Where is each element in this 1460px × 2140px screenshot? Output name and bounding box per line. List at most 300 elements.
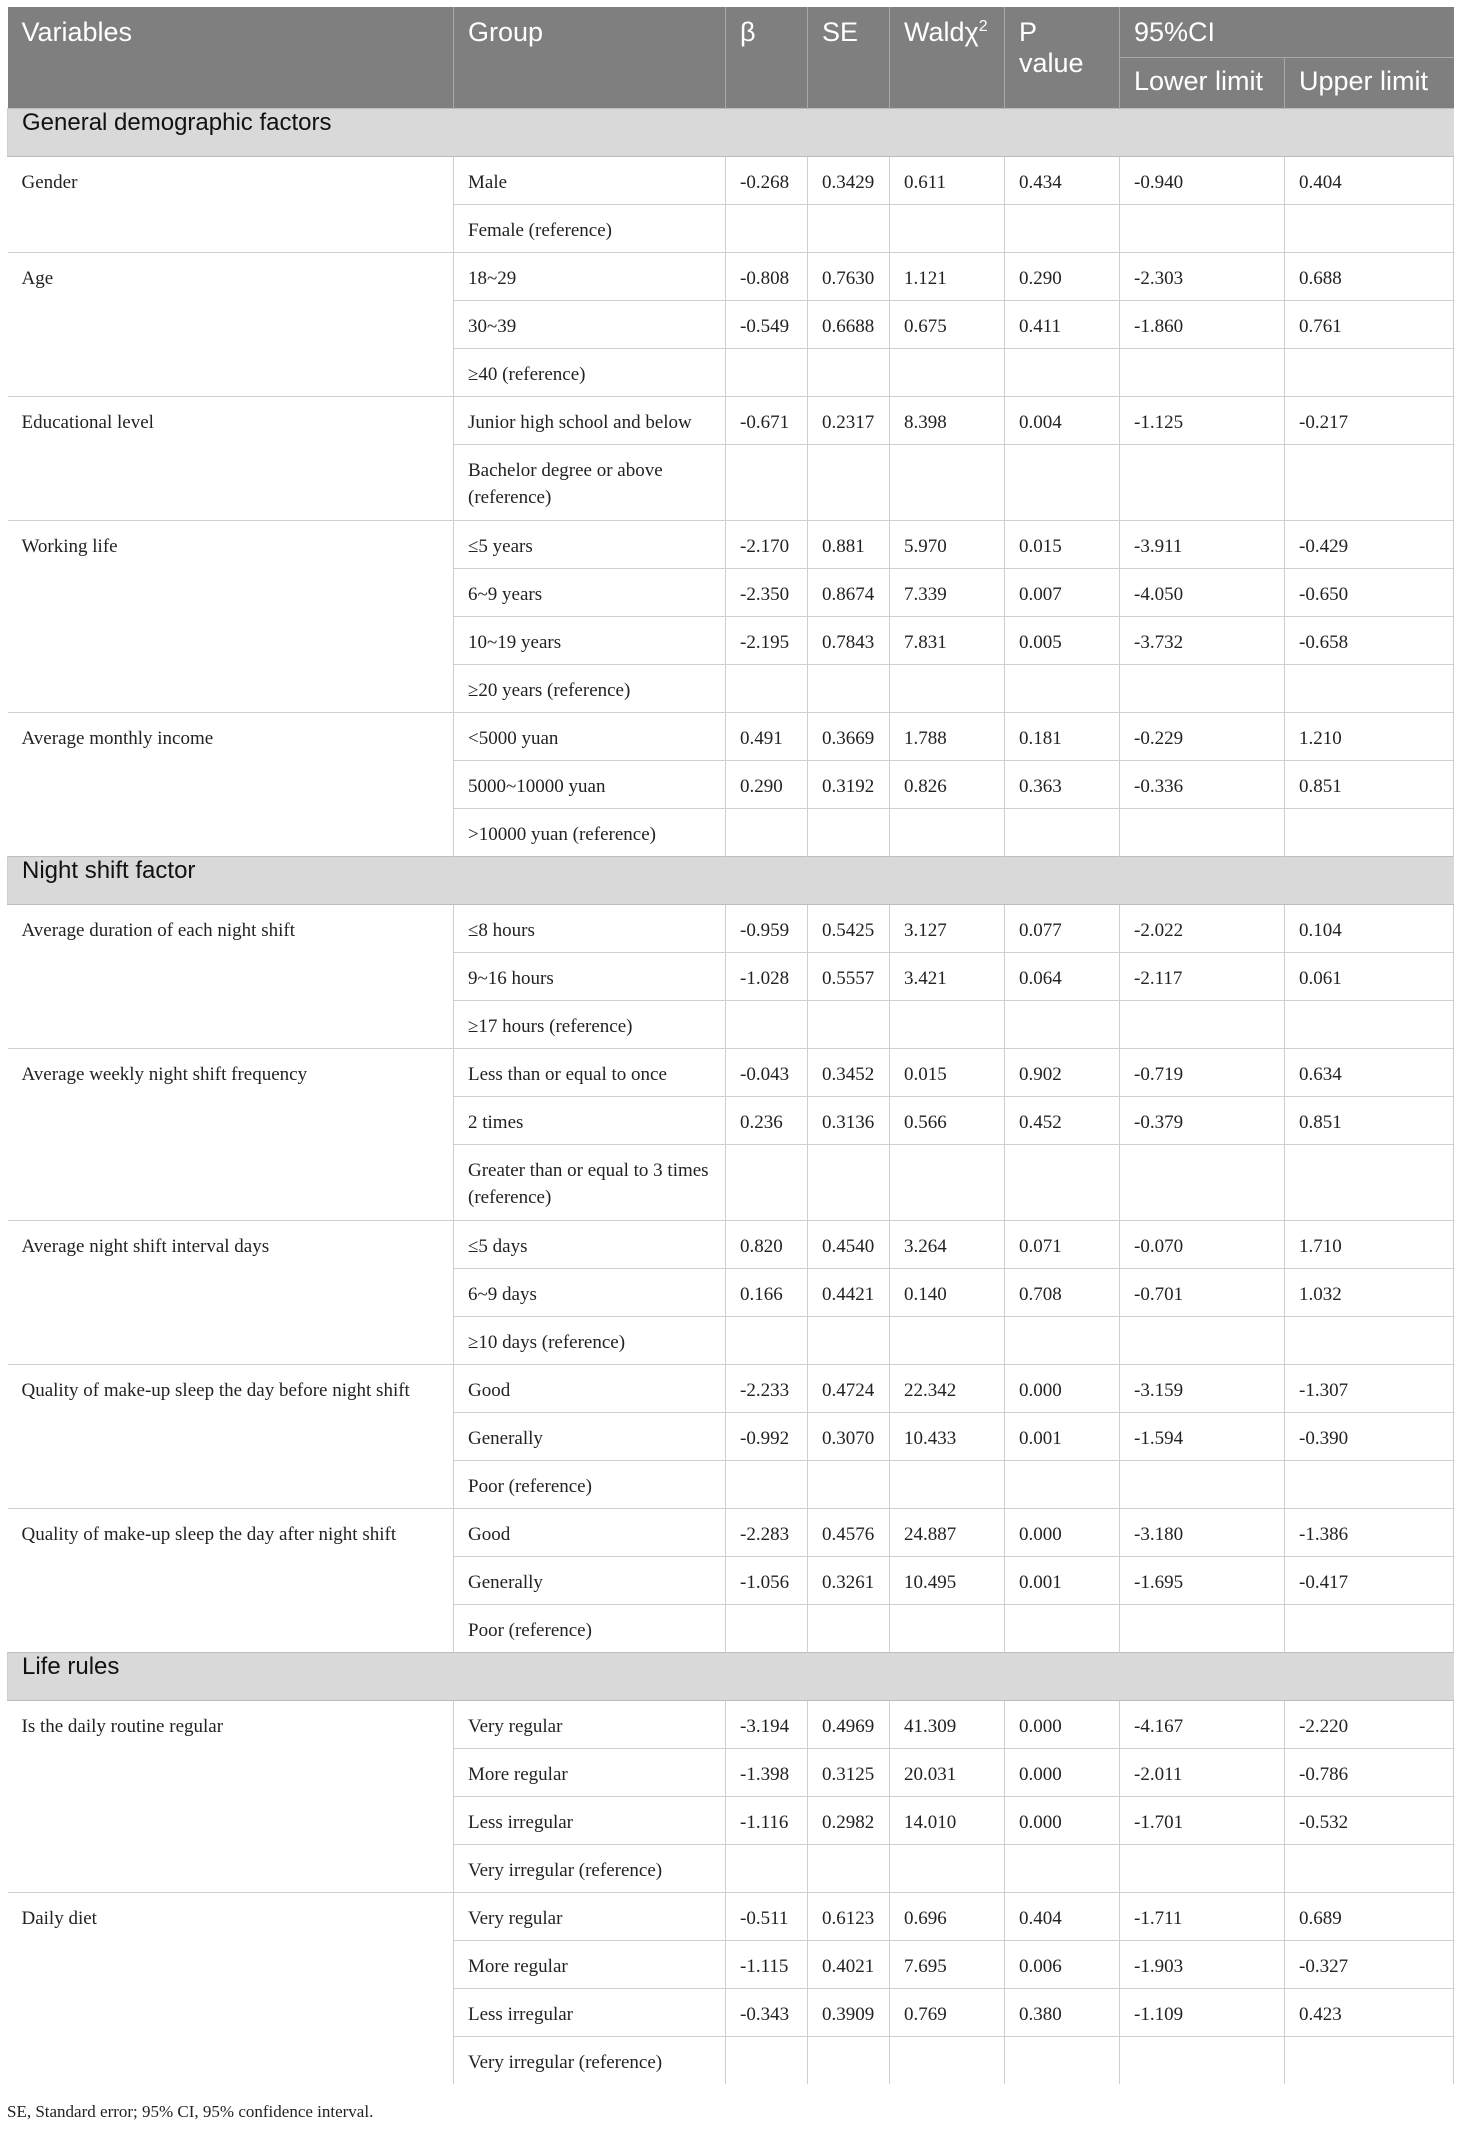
beta-cell [726,348,808,396]
p-cell: 0.007 [1005,568,1120,616]
wald-cell: 5.970 [890,520,1005,568]
beta-cell [726,1144,808,1220]
variable-name-cell: Average night shift interval days [8,1220,454,1364]
lower-cell: -1.903 [1120,1940,1285,1988]
lower-cell: -0.701 [1120,1268,1285,1316]
upper-cell: 0.761 [1285,300,1454,348]
se-cell: 0.3136 [808,1096,890,1144]
group-cell: Female (reference) [454,204,726,252]
p-cell: 0.001 [1005,1556,1120,1604]
p-cell [1005,2036,1120,2084]
p-cell: 0.077 [1005,904,1120,952]
lower-cell: -1.594 [1120,1412,1285,1460]
p-cell [1005,1316,1120,1364]
group-cell: 2 times [454,1096,726,1144]
group-cell: Bachelor degree or above (reference) [454,444,726,520]
lower-cell: -1.701 [1120,1796,1285,1844]
lower-cell: -1.695 [1120,1556,1285,1604]
table-row [8,396,1454,444]
beta-cell: -0.671 [726,396,808,444]
upper-cell [1285,2036,1454,2084]
lower-cell: -2.303 [1120,252,1285,300]
lower-cell: -4.167 [1120,1700,1285,1748]
wald-cell: 1.788 [890,712,1005,760]
upper-cell [1285,1844,1454,1892]
p-cell: 0.000 [1005,1364,1120,1412]
se-cell: 0.3125 [808,1748,890,1796]
se-cell [808,1316,890,1364]
se-cell [808,204,890,252]
table-row [8,1892,1454,1940]
p-cell: 0.708 [1005,1268,1120,1316]
lower-cell [1120,808,1285,856]
beta-cell: 0.290 [726,760,808,808]
table-row [8,1700,1454,1748]
group-cell: Less irregular [454,1988,726,2036]
group-cell: 6~9 days [454,1268,726,1316]
table-row [8,1508,1454,1556]
se-cell [808,1144,890,1220]
group-cell: Male [454,156,726,204]
p-cell [1005,664,1120,712]
wald-cell [890,664,1005,712]
lower-cell [1120,1460,1285,1508]
table-row [8,252,1454,300]
header-group: Group [454,7,726,108]
p-cell [1005,1604,1120,1652]
p-cell: 0.005 [1005,616,1120,664]
beta-cell [726,664,808,712]
p-cell [1005,1460,1120,1508]
group-cell: Very regular [454,1892,726,1940]
p-cell: 0.015 [1005,520,1120,568]
se-cell: 0.4969 [808,1700,890,1748]
upper-cell: -0.327 [1285,1940,1454,1988]
wald-cell: 0.015 [890,1048,1005,1096]
p-cell [1005,348,1120,396]
upper-cell: 0.423 [1285,1988,1454,2036]
p-cell: 0.000 [1005,1796,1120,1844]
se-cell [808,2036,890,2084]
variable-name-cell: Age [8,252,454,396]
variable-name-cell: Average weekly night shift frequency [8,1048,454,1220]
group-cell: Generally [454,1412,726,1460]
se-cell: 0.8674 [808,568,890,616]
header-wald-text: Waldχ [904,17,979,47]
header-se: SE [808,7,890,108]
section-title: Night shift factor [8,856,1454,904]
wald-cell: 0.769 [890,1988,1005,2036]
variable-name-cell: Is the daily routine regular [8,1700,454,1892]
p-cell [1005,808,1120,856]
lower-cell [1120,1844,1285,1892]
lower-cell: -3.180 [1120,1508,1285,1556]
beta-cell [726,2036,808,2084]
lower-cell: -3.159 [1120,1364,1285,1412]
upper-cell [1285,348,1454,396]
p-cell: 0.071 [1005,1220,1120,1268]
se-cell: 0.7843 [808,616,890,664]
wald-cell: 0.826 [890,760,1005,808]
upper-cell: 1.710 [1285,1220,1454,1268]
se-cell: 0.4021 [808,1940,890,1988]
se-cell: 0.3261 [808,1556,890,1604]
lower-cell: -4.050 [1120,568,1285,616]
p-cell: 0.411 [1005,300,1120,348]
group-cell: Greater than or equal to 3 times (reference) [454,1144,726,1220]
p-cell: 0.006 [1005,1940,1120,1988]
upper-cell [1285,1000,1454,1048]
lower-cell: -0.070 [1120,1220,1285,1268]
wald-cell: 24.887 [890,1508,1005,1556]
upper-cell: -0.658 [1285,616,1454,664]
beta-cell: 0.820 [726,1220,808,1268]
se-cell [808,664,890,712]
table-row [8,1220,1454,1268]
beta-cell: 0.166 [726,1268,808,1316]
p-cell: 0.064 [1005,952,1120,1000]
section-header-row [8,108,1454,156]
group-cell: Very irregular (reference) [454,1844,726,1892]
variable-name-cell: Quality of make-up sleep the day before night shift [8,1364,454,1508]
wald-cell: 20.031 [890,1748,1005,1796]
se-cell [808,808,890,856]
header-ci: 95%CI [1120,7,1454,57]
variable-name-cell: Gender [8,156,454,252]
group-cell: 9~16 hours [454,952,726,1000]
lower-cell [1120,204,1285,252]
p-cell: 0.380 [1005,1988,1120,2036]
se-cell: 0.3452 [808,1048,890,1096]
p-cell: 0.404 [1005,1892,1120,1940]
group-cell: Less than or equal to once [454,1048,726,1096]
wald-cell [890,348,1005,396]
wald-cell: 8.398 [890,396,1005,444]
p-cell: 0.452 [1005,1096,1120,1144]
beta-cell: -0.268 [726,156,808,204]
upper-cell: 0.688 [1285,252,1454,300]
lower-cell: -0.379 [1120,1096,1285,1144]
variable-name-cell: Average duration of each night shift [8,904,454,1048]
group-cell: <5000 yuan [454,712,726,760]
p-cell: 0.004 [1005,396,1120,444]
upper-cell: 1.032 [1285,1268,1454,1316]
se-cell: 0.2317 [808,396,890,444]
upper-cell: -0.217 [1285,396,1454,444]
group-cell: More regular [454,1940,726,1988]
p-cell [1005,204,1120,252]
lower-cell [1120,1144,1285,1220]
upper-cell: -0.390 [1285,1412,1454,1460]
beta-cell: -1.115 [726,1940,808,1988]
upper-cell [1285,664,1454,712]
p-cell: 0.000 [1005,1700,1120,1748]
lower-cell: -3.732 [1120,616,1285,664]
se-cell: 0.4724 [808,1364,890,1412]
group-cell: 18~29 [454,252,726,300]
group-cell: Less irregular [454,1796,726,1844]
group-cell: ≤8 hours [454,904,726,952]
beta-cell [726,1000,808,1048]
lower-cell: -2.011 [1120,1748,1285,1796]
wald-cell [890,1844,1005,1892]
group-cell: 10~19 years [454,616,726,664]
beta-cell: -1.056 [726,1556,808,1604]
beta-cell: 0.491 [726,712,808,760]
header-upper-limit: Upper limit [1285,57,1454,108]
se-cell: 0.2982 [808,1796,890,1844]
lower-cell: -0.940 [1120,156,1285,204]
upper-cell: -1.386 [1285,1508,1454,1556]
upper-cell: -0.532 [1285,1796,1454,1844]
group-cell: Very irregular (reference) [454,2036,726,2084]
wald-cell: 1.121 [890,252,1005,300]
se-cell [808,1844,890,1892]
beta-cell: -0.343 [726,1988,808,2036]
se-cell [808,444,890,520]
table-footnote: SE, Standard error; 95% CI, 95% confidence interval. [7,2102,374,2121]
p-cell: 0.181 [1005,712,1120,760]
variable-name-cell: Daily diet [8,1892,454,2084]
beta-cell: -1.028 [726,952,808,1000]
table-row [8,156,1454,204]
se-cell: 0.5425 [808,904,890,952]
wald-cell: 0.675 [890,300,1005,348]
lower-cell [1120,1604,1285,1652]
lower-cell [1120,1000,1285,1048]
lower-cell: -1.109 [1120,1988,1285,2036]
upper-cell: -2.220 [1285,1700,1454,1748]
wald-cell [890,1604,1005,1652]
se-cell: 0.4421 [808,1268,890,1316]
table-row [8,1048,1454,1096]
variable-name-cell: Quality of make-up sleep the day after night shift [8,1508,454,1652]
beta-cell: -0.992 [726,1412,808,1460]
upper-cell: 0.689 [1285,1892,1454,1940]
upper-cell: -0.429 [1285,520,1454,568]
wald-cell: 3.421 [890,952,1005,1000]
lower-cell [1120,444,1285,520]
group-cell: ≤5 days [454,1220,726,1268]
beta-cell: 0.236 [726,1096,808,1144]
se-cell: 0.4576 [808,1508,890,1556]
lower-cell: -1.860 [1120,300,1285,348]
group-cell: 30~39 [454,300,726,348]
lower-cell [1120,664,1285,712]
p-cell: 0.902 [1005,1048,1120,1096]
wald-cell: 14.010 [890,1796,1005,1844]
upper-cell [1285,1144,1454,1220]
se-cell: 0.6123 [808,1892,890,1940]
upper-cell [1285,808,1454,856]
beta-cell: -1.398 [726,1748,808,1796]
lower-cell [1120,2036,1285,2084]
table-header [8,7,1454,108]
wald-cell: 0.696 [890,1892,1005,1940]
se-cell: 0.881 [808,520,890,568]
wald-cell: 10.495 [890,1556,1005,1604]
wald-cell: 7.831 [890,616,1005,664]
beta-cell [726,1604,808,1652]
upper-cell: -0.650 [1285,568,1454,616]
wald-cell: 3.127 [890,904,1005,952]
header-wald [890,7,1005,108]
lower-cell: -3.911 [1120,520,1285,568]
lower-cell: -1.711 [1120,1892,1285,1940]
beta-cell [726,1316,808,1364]
lower-cell: -2.022 [1120,904,1285,952]
upper-cell [1285,1460,1454,1508]
wald-cell: 0.611 [890,156,1005,204]
group-cell: Good [454,1364,726,1412]
upper-cell: 0.061 [1285,952,1454,1000]
upper-cell [1285,1604,1454,1652]
beta-cell: -2.170 [726,520,808,568]
section-title: General demographic factors [8,108,1454,156]
beta-cell [726,1844,808,1892]
upper-cell: -1.307 [1285,1364,1454,1412]
beta-cell [726,444,808,520]
wald-cell [890,1460,1005,1508]
section-header-row [8,1652,1454,1700]
section-title: Life rules [8,1652,1454,1700]
se-cell [808,1604,890,1652]
se-cell [808,348,890,396]
header-lower-limit: Lower limit [1120,57,1285,108]
se-cell: 0.3909 [808,1988,890,2036]
wald-cell: 41.309 [890,1700,1005,1748]
table-body [8,108,1454,2084]
group-cell: ≥17 hours (reference) [454,1000,726,1048]
p-cell [1005,1844,1120,1892]
upper-cell [1285,444,1454,520]
se-cell: 0.6688 [808,300,890,348]
variable-name-cell: Average monthly income [8,712,454,856]
beta-cell: -2.233 [726,1364,808,1412]
group-cell: Very regular [454,1700,726,1748]
p-cell [1005,1000,1120,1048]
group-cell: Junior high school and below [454,396,726,444]
wald-cell: 7.695 [890,1940,1005,1988]
upper-cell: 1.210 [1285,712,1454,760]
beta-cell: -2.350 [726,568,808,616]
wald-cell [890,2036,1005,2084]
p-cell: 0.363 [1005,760,1120,808]
wald-cell: 10.433 [890,1412,1005,1460]
p-cell: 0.434 [1005,156,1120,204]
lower-cell: -0.336 [1120,760,1285,808]
variable-name-cell: Working life [8,520,454,712]
header-beta: β [726,7,808,108]
se-cell: 0.3669 [808,712,890,760]
se-cell: 0.7630 [808,252,890,300]
table-row [8,1364,1454,1412]
upper-cell: 0.104 [1285,904,1454,952]
lower-cell: -1.125 [1120,396,1285,444]
se-cell: 0.5557 [808,952,890,1000]
group-cell: Poor (reference) [454,1460,726,1508]
wald-cell [890,1144,1005,1220]
wald-cell [890,808,1005,856]
table-row [8,712,1454,760]
beta-cell [726,1460,808,1508]
header-wald-superscript: 2 [978,18,988,35]
beta-cell: -2.283 [726,1508,808,1556]
beta-cell: -2.195 [726,616,808,664]
se-cell [808,1460,890,1508]
p-cell: 0.000 [1005,1748,1120,1796]
beta-cell: -0.511 [726,1892,808,1940]
upper-cell: 0.851 [1285,760,1454,808]
beta-cell: -3.194 [726,1700,808,1748]
group-cell: ≥40 (reference) [454,348,726,396]
group-cell: 5000~10000 yuan [454,760,726,808]
wald-cell [890,1316,1005,1364]
group-cell: >10000 yuan (reference) [454,808,726,856]
beta-cell: -0.043 [726,1048,808,1096]
lower-cell: -0.719 [1120,1048,1285,1096]
wald-cell: 0.140 [890,1268,1005,1316]
se-cell [808,1000,890,1048]
p-cell [1005,1144,1120,1220]
table-row [8,904,1454,952]
group-cell: ≥10 days (reference) [454,1316,726,1364]
wald-cell: 22.342 [890,1364,1005,1412]
beta-cell: -1.116 [726,1796,808,1844]
upper-cell [1285,1316,1454,1364]
group-cell: Poor (reference) [454,1604,726,1652]
lower-cell [1120,1316,1285,1364]
lower-cell: -2.117 [1120,952,1285,1000]
group-cell: 6~9 years [454,568,726,616]
upper-cell [1285,204,1454,252]
p-cell: 0.001 [1005,1412,1120,1460]
se-cell: 0.3429 [808,156,890,204]
upper-cell: -0.417 [1285,1556,1454,1604]
beta-cell: -0.808 [726,252,808,300]
upper-cell: 0.634 [1285,1048,1454,1096]
wald-cell: 3.264 [890,1220,1005,1268]
upper-cell: -0.786 [1285,1748,1454,1796]
beta-cell [726,808,808,856]
upper-cell: 0.404 [1285,156,1454,204]
group-cell: More regular [454,1748,726,1796]
wald-cell [890,204,1005,252]
beta-cell: -0.549 [726,300,808,348]
beta-cell: -0.959 [726,904,808,952]
lower-cell: -0.229 [1120,712,1285,760]
group-cell: ≥20 years (reference) [454,664,726,712]
se-cell: 0.3192 [808,760,890,808]
section-header-row [8,856,1454,904]
header-variables: Variables [8,7,454,108]
lower-cell [1120,348,1285,396]
wald-cell [890,444,1005,520]
p-cell [1005,444,1120,520]
group-cell: Good [454,1508,726,1556]
se-cell: 0.3070 [808,1412,890,1460]
regression-table-container [7,7,1453,2084]
header-p-value: P value [1005,7,1120,108]
group-cell: ≤5 years [454,520,726,568]
variable-name-cell: Educational level [8,396,454,520]
upper-cell: 0.851 [1285,1096,1454,1144]
p-cell: 0.000 [1005,1508,1120,1556]
table-row [8,520,1454,568]
wald-cell: 0.566 [890,1096,1005,1144]
regression-table [7,7,1454,2084]
p-cell: 0.290 [1005,252,1120,300]
